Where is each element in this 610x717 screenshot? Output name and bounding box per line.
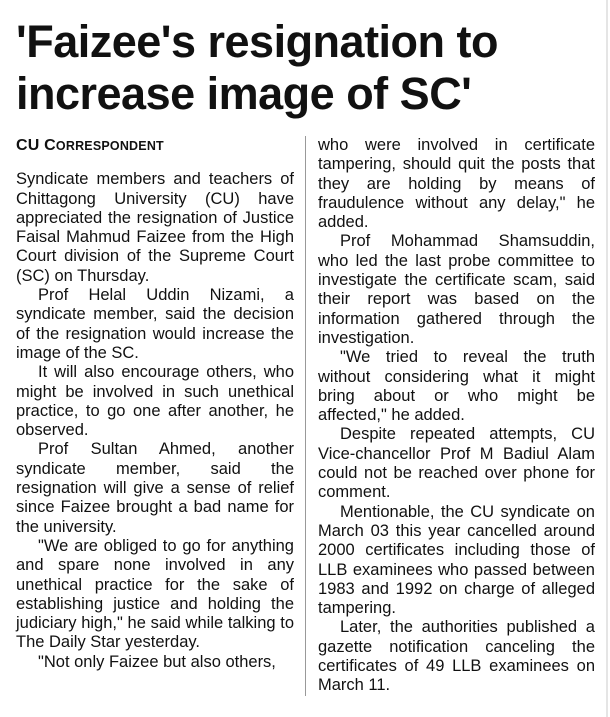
paragraph: Syndicate members and teachers of Chittagong University (CU) have appreciated the resignation of Justice Faisal Mahmud Faizee from the High Court division of the Supreme Court (SC) on Thursday. [16,170,294,285]
article-body [16,136,600,696]
paragraph: "We are obliged to go for anything and spare none involved in any unethical practice for the sake of establishing justice and holding the judiciary high," he said while talking to The Daily Star yesterday. [16,536,294,652]
byline [16,136,294,156]
paragraph: Despite repeated attempts, CU Vice-chancellor Prof M Badiul Alam could not be reached over phone for comment. [318,425,595,502]
headline-line-1: 'Faizee's resignation to [16,16,499,67]
paragraph: Prof Helal Uddin Nizami, a syndicate member, said the decision of the resignation would increase the image of the SC. [16,286,294,362]
headline [16,16,600,120]
byline-initial: CU C [16,137,56,154]
paragraph: "Not only Faizee but also others, [38,652,276,671]
left-column [16,136,305,696]
paragraph: Prof Sultan Ahmed, another syndicate member, said the resignation will give a sense of relief since Faizee brought a bad name for the university. [16,440,294,536]
paragraph: "We tried to reveal the truth without considering what it might bring about or who might be affected," he added. [318,348,595,425]
paragraph: Later, the authorities published a gazette notification canceling the certificates of 49 LLB examinees on March 11. [318,618,595,695]
byline-rest: ORRESPONDENT [55,139,164,153]
paragraph: Mentionable, the CU syndicate on March 03 this year cancelled around 2000 certificates including those of LLB examinees who passed between 1983 and 1992 on charge of alleged tampering. [318,502,595,618]
paragraph: who were involved in certificate tampering, should quit the posts that they are holding by means of fraudulence without any delay," he added. [318,136,595,232]
paragraph: Prof Mohammad Shamsuddin, who led the last probe committee to investigate the certificate scam, said their report was based on the information gathered through the investigation. [318,232,595,347]
right-column [305,136,595,696]
page-edge [606,0,608,717]
paragraph: It will also encourage others, who might be involved in such unethical practice, to go one after another, he observed. [16,363,294,440]
headline-line-2: increase image of SC' [16,68,472,119]
